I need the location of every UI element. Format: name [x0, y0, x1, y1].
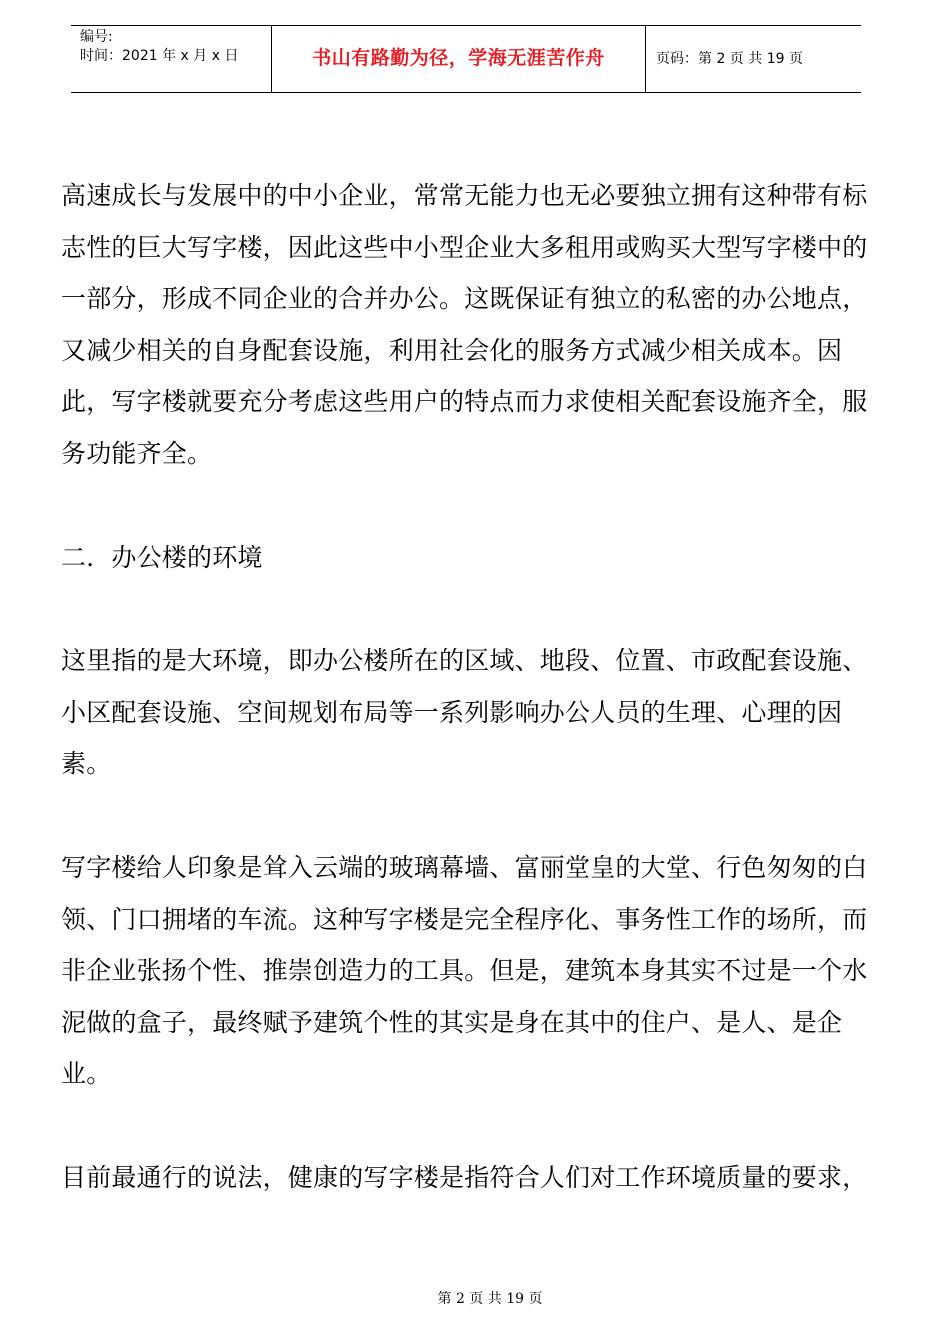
header-page-info: 页码：第 2 页 共 19 页: [656, 51, 803, 67]
page-footer: 第 2 页 共 19 页: [437, 1291, 543, 1307]
header-motto: 书山有路勤为径，学海无涯苦作舟: [312, 47, 605, 69]
header-meta-cell: [71, 26, 272, 92]
document-date: 时间：2021 年 x 月 x 日: [80, 48, 239, 64]
document-body: [61, 170, 881, 1204]
document-number-label: 编号:: [80, 29, 113, 45]
body-paragraph: 写字楼给人印象是耸入云端的玻璃幕墙、富丽堂皇的大堂、行色匆匆的白领、门口拥堵的车流。这种写字楼是完全程序化、事务性工作的场所，而非企业张扬个性、推崇创造力的工具。但是，建筑本身其实不过是一个水泥做的盒子，最终赋予建筑个性的其实是身在其中的住户、是人、是企业。: [61, 852, 868, 1089]
header-motto-cell: [272, 26, 646, 92]
body-paragraph: 高速成长与发展中的中小企业，常常无能力也无必要独立拥有这种带有标志性的巨大写字楼，因此这些中小型企业大多租用或购买大型写字楼中的一部分，形成不同企业的合并办公。这既保证有独立的私密的办公地点，又减少相关的自身配套设施，利用社会化的服务方式减少相关成本。因此，写字楼就要充分考虑这些用户的特点而力求使相关配套设施齐全，服务功能齐全。: [61, 181, 868, 468]
page-header: [71, 25, 861, 93]
section-heading: 二．办公楼的环境: [61, 542, 263, 572]
body-paragraph: 这里指的是大环境，即办公楼所在的区域、地段、位置、市政配套设施、小区配套设施、空间规划布局等一系列影响办公人员的生理、心理的因素。: [61, 646, 868, 779]
body-paragraph: 目前最通行的说法，健康的写字楼是指符合人们对工作环境质量的要求，: [61, 1162, 868, 1192]
header-page-cell: [646, 26, 861, 92]
